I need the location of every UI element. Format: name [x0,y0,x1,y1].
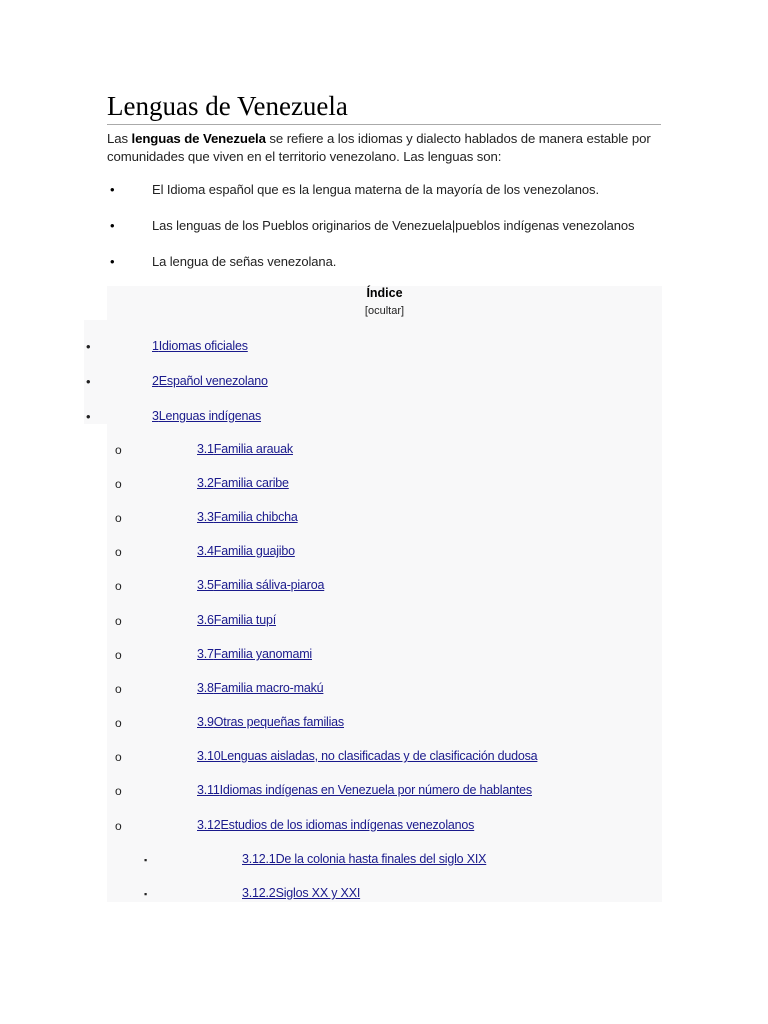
toc-marker: o [115,648,122,662]
toc-number: 3.12.1 [242,852,276,866]
toc-link[interactable] [152,409,261,423]
toc-link[interactable] [152,339,248,353]
toc-marker: o [115,579,122,593]
toc-marker: • [86,409,91,424]
toc-text: Familia arauak [213,442,293,456]
bullet-marker: • [110,254,115,269]
toc-text: Idiomas oficiales [158,339,248,353]
toc-marker: ▪ [144,855,148,865]
toc-link[interactable] [197,818,474,832]
toc-text: Familia yanomami [213,647,312,661]
toc-number: 3.11 [197,783,220,797]
toc-text: Español venezolano [158,374,268,388]
toc-number: 1 [152,339,159,353]
toc-text: Otras pequeñas familias [213,715,344,729]
toc-link[interactable] [197,476,289,490]
toc-number: 3 [152,409,159,423]
toc-text: De la colonia hasta finales del siglo XIX [275,852,487,866]
toc-link[interactable] [197,544,295,558]
toc-link[interactable] [197,578,324,592]
toc-link[interactable] [152,374,268,388]
toc-link[interactable] [197,715,344,729]
toc-number: 3.2 [197,476,214,490]
toc-text: Idiomas indígenas en Venezuela por número de hablantes [219,783,532,797]
toc-marker: • [86,339,91,354]
toc-title: Índice [366,286,403,300]
toc-marker: o [115,682,122,696]
bullet-marker: • [110,218,115,233]
toc-link[interactable] [197,510,298,524]
toc-number: 3.4 [197,544,214,558]
toc-link[interactable] [197,749,537,763]
toc-text: Familia caribe [213,476,289,490]
toc-link[interactable] [197,442,293,456]
bullet-item: El Idioma español que es la lengua materna de la mayoría de los venezolanos. [152,182,599,197]
toc-number: 3.9 [197,715,214,729]
toc-link[interactable] [242,852,486,866]
toc-number: 3.10 [197,749,221,763]
toc-link[interactable] [197,613,276,627]
toc-number: 3.3 [197,510,214,524]
page-title: Lenguas de Venezuela [107,88,661,125]
toc-number: 3.12 [197,818,221,832]
toc-marker: o [115,716,122,730]
toc-link[interactable] [197,647,312,661]
toc-number: 3.8 [197,681,214,695]
toc-text: Lenguas aisladas, no clasificadas y de clasificación dudosa [220,749,538,763]
toc-marker: • [86,374,91,389]
toc-number: 3.5 [197,578,214,592]
toc-marker: o [115,477,122,491]
toc-text: Familia macro-makú [213,681,324,695]
toc-number: 3.6 [197,613,214,627]
toc-number: 3.7 [197,647,214,661]
toc-marker: o [115,784,122,798]
toc-hide-toggle[interactable]: [ocultar] [364,305,405,317]
bullet-marker: • [110,182,115,197]
toc-text: Familia tupí [213,613,276,627]
toc-number: 2 [152,374,159,388]
toc-number: 3.12.2 [242,886,276,900]
intro-prefix: Las [107,131,132,146]
toc-number: 3.1 [197,442,214,456]
toc-bg-extension [145,834,162,902]
toc-marker: o [115,819,122,833]
toc-marker: o [115,614,122,628]
toc-text: Familia chibcha [213,510,298,524]
toc-text: Lenguas indígenas [158,409,262,423]
toc-link[interactable] [197,681,323,695]
toc-link[interactable] [242,886,360,900]
toc-text: Familia guajibo [213,544,295,558]
bullet-item: Las lenguas de los Pueblos originarios de Venezuela|pueblos indígenas venezolanos [152,218,635,233]
toc-marker: o [115,750,122,764]
toc-link[interactable] [197,783,532,797]
intro-bold-term: lenguas de Venezuela [131,131,266,146]
toc-text: Estudios de los idiomas indígenas venezolanos [220,818,475,832]
intro-paragraph [107,130,667,166]
toc-marker: o [115,443,122,457]
bullet-item: La lengua de señas venezolana. [152,254,337,269]
toc-text: Siglos XX y XXI [275,886,361,900]
toc-marker: o [115,545,122,559]
intro-rest: se refiere a los idiomas y dialecto hablados de manera estable por comunidades que viven en el territorio venezolano. Las lenguas son: [107,131,651,164]
toc-text: Familia sáliva-piaroa [213,578,325,592]
toc-marker: ▪ [144,889,148,899]
toc-marker: o [115,511,122,525]
